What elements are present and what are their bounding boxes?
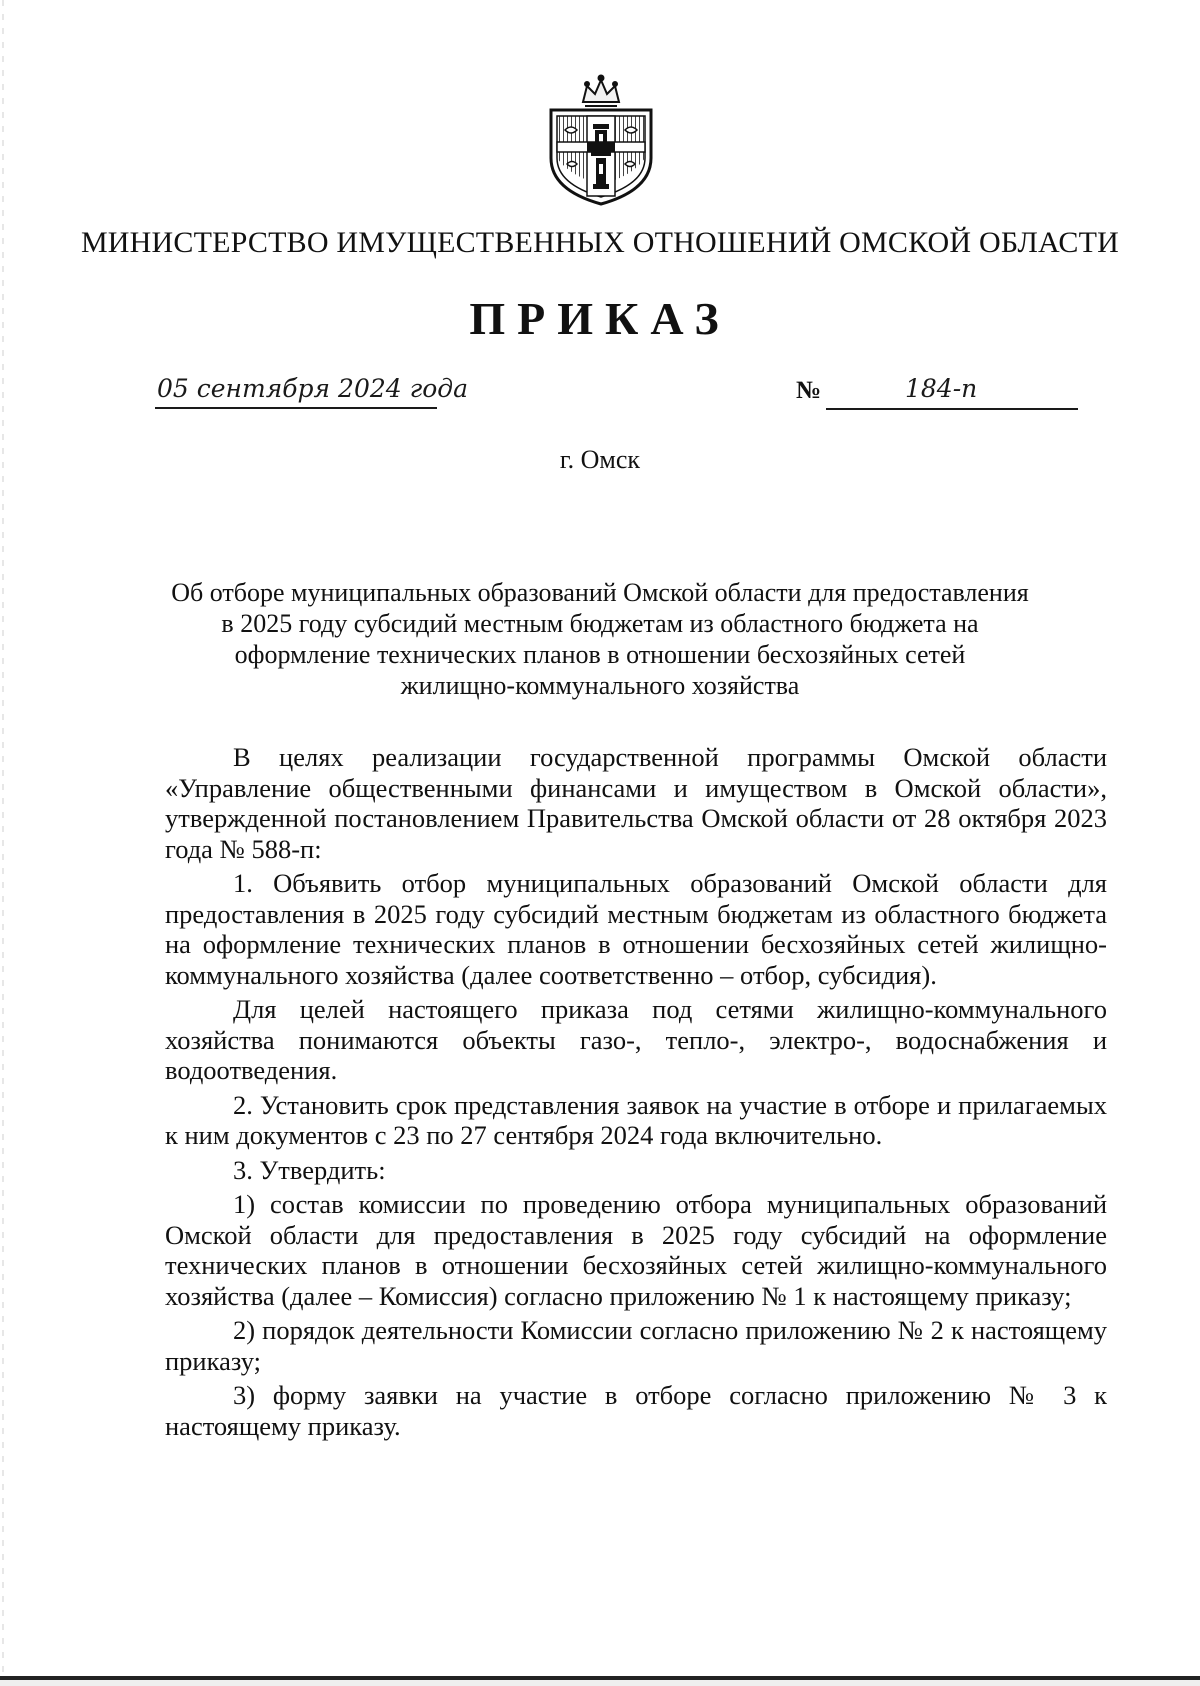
body-paragraph: 1. Объявить отбор муниципальных образований Омской области для предоставления в 2025 году субсидий местным бюджетам из областного бюджета на оформление технических планов в отношении бесхозяйных сетей жилищно-коммунального хозяйства (далее соответственно – отбор, субсидия). xyxy=(165,868,1107,990)
body-paragraph: 2. Установить срок представления заявок на участие в отборе и прилагаемых к ним документов с 23 по 27 сентября 2024 года включительно. xyxy=(165,1089,1107,1150)
title-line: Об отборе муниципальных образований Омской области для предоставления xyxy=(171,578,1029,607)
omsk-region-coat-of-arms-icon xyxy=(543,72,659,208)
document-type-heading: ПРИКАЗ xyxy=(469,293,731,344)
ministry-name: МИНИСТЕРСТВО ИМУЩЕСТВЕННЫХ ОТНОШЕНИЙ ОМСКОЙ ОБЛАСТИ xyxy=(80,226,1120,259)
document-number-label: № xyxy=(796,377,822,404)
date-underline xyxy=(155,407,437,409)
title-line: жилищно-коммунального хозяйства xyxy=(400,671,800,700)
body-paragraph: 1) состав комиссии по проведению отбора муниципальных образований Омской области для предоставления в 2025 году субсидий на оформление технических планов в отношении бесхозяйных сетей жилищно-коммунального хозяйства (далее – Комиссия) согласно приложению № 1 к настоящему приказу; xyxy=(165,1189,1107,1311)
body-paragraph: В целях реализации государственной программы Омской области «Управление общественными финансами и имуществом в Омской области», утвержденной постановлением Правительства Омской области от 28 октября 2023 года № 588-п: xyxy=(165,742,1107,864)
document-date-handwritten: 05 сентября 2024 года xyxy=(157,374,469,403)
body-paragraph: 3) форму заявки на участие в отборе согласно приложению № 3 к настоящему приказу. xyxy=(165,1380,1107,1441)
body-paragraph: 3. Утвердить: xyxy=(233,1154,386,1185)
body-paragraph: Для целей настоящего приказа под сетями жилищно-коммунального хозяйства понимаются объекты газо-, тепло-, электро-, водоснабжения и водоотведения. xyxy=(165,994,1107,1085)
document-body xyxy=(165,742,1107,1441)
title-line: оформление технических планов в отношении бесхозяйных сетей xyxy=(234,640,966,669)
number-underline xyxy=(826,408,1078,410)
title-line: в 2025 году субсидий местным бюджетам из областного бюджета на xyxy=(221,609,979,638)
document-number-handwritten: 184-п xyxy=(905,374,978,403)
scan-bottom-fade xyxy=(0,1680,1200,1686)
body-paragraph: 2) порядок деятельности Комиссии согласно приложению № 2 к настоящему приказу; xyxy=(165,1315,1107,1376)
document-title xyxy=(140,577,1060,701)
document-city: г. Омск xyxy=(559,445,641,474)
